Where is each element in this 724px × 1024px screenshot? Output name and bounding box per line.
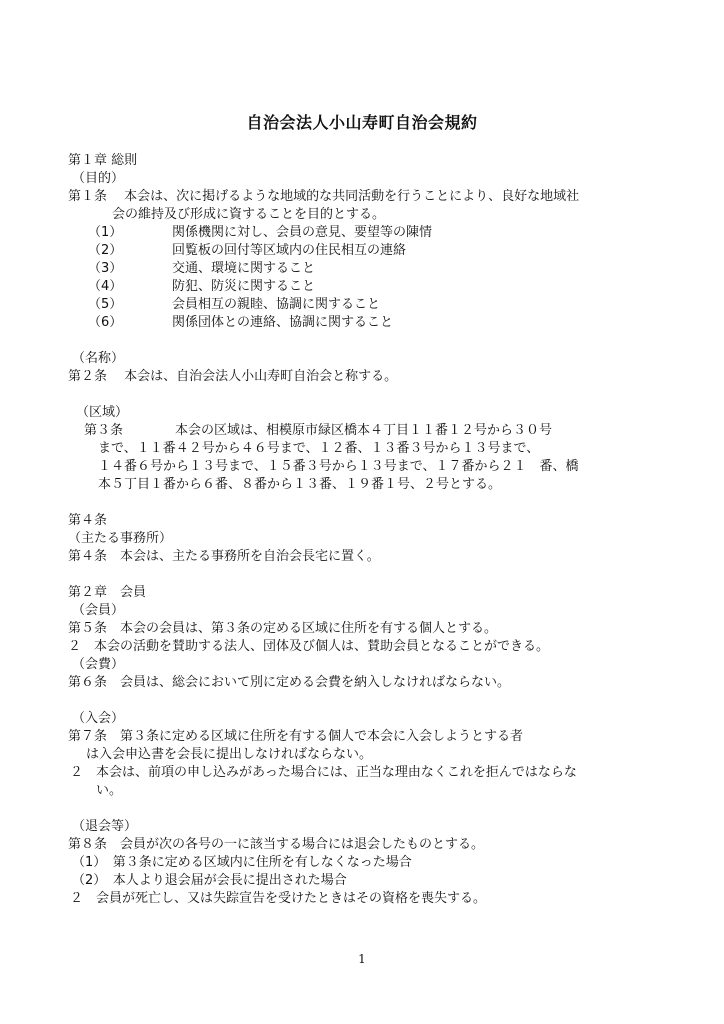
article-8-item-2: （2） 本人より退会届が会長に提出された場合 bbox=[72, 873, 347, 888]
item-text: 防犯、防災に関すること bbox=[172, 279, 316, 294]
article-4: 第４条 本会は、主たる事務所を自治会長宅に置く。 bbox=[68, 549, 380, 564]
item-text: 会員相互の親睦、協調に関すること bbox=[172, 297, 381, 312]
item-number: （5） bbox=[88, 297, 123, 312]
join-caption: （入会） bbox=[72, 711, 125, 726]
article-7-line-2: は入会申込書を会長に提出しなければならない。 bbox=[86, 747, 373, 762]
item-number: （6） bbox=[88, 315, 123, 330]
article-7-line-4: い。 bbox=[96, 783, 123, 798]
article-7-line-3: ２ 本会は、前項の申し込みがあった場合には、正当な理由なくこれを拒んではならな bbox=[70, 765, 577, 780]
article-8-line-2: ２ 会員が死亡し、又は失踪宣告を受けたときはその資格を喪失する。 bbox=[70, 891, 487, 906]
article-3-line-4: 本５丁目１番から６番、８番から１３番、１９番１号、２号とする。 bbox=[98, 477, 502, 492]
leave-caption: （退会等） bbox=[72, 819, 138, 834]
article-7-line-1: 第７条 第３条に定める区域に住所を有する個人で本会に入会しようとする者 bbox=[68, 729, 524, 744]
article-5-line-1: 第５条 本会の会員は、第３条の定める区域に住所を有する個人とする。 bbox=[68, 621, 498, 636]
item-text: 関係団体との連絡、協調に関すること bbox=[172, 315, 394, 330]
purpose-caption: （目的） bbox=[72, 171, 125, 186]
page-number: 1 bbox=[358, 952, 366, 966]
item-text: 関係機関に対し、会員の意見、要望等の陳情 bbox=[172, 225, 433, 240]
document-title: 自治会法人小山寿町自治会規約 bbox=[246, 113, 478, 132]
article-1-line-1: 第１条 本会は、次に掲げるような地域的な共同活動を行うことにより、良好な地域社 bbox=[68, 189, 580, 204]
item-text: 回覧板の回付等区域内の住民相互の連絡 bbox=[172, 243, 407, 258]
name-caption: （名称） bbox=[72, 351, 125, 366]
article-5-line-2: ２ 本会の活動を賛助する法人、団体及び個人は、賛助会員となることができる。 bbox=[68, 639, 550, 654]
article-2: 第２条 本会は、自治会法人小山寿町自治会と称する。 bbox=[68, 369, 398, 384]
chapter-2-heading: 第２章 会員 bbox=[68, 585, 147, 600]
fee-caption: （会費） bbox=[72, 657, 125, 672]
article-4-heading: 第４条 bbox=[68, 513, 108, 528]
article-3-line-3: １４番６号から１３号まで、１５番３号から１３号まで、１７番から２１ 番、橋 bbox=[98, 459, 579, 474]
article-8-item-1: （1） 第３条に定める区域内に住所を有しなくなった場合 bbox=[72, 855, 412, 870]
member-caption: （会員） bbox=[72, 603, 125, 618]
article-3-line-2: まで、１１番４２号から４６号まで、１２番、１３番３号から１３号まで、 bbox=[98, 441, 540, 456]
article-6: 第６条 会員は、総会において別に定める会費を納入しなければならない。 bbox=[68, 675, 511, 690]
article-8-line-1: 第８条 会員が次の各号の一に該当する場合には退会したものとする。 bbox=[68, 837, 485, 852]
article-3-line-1: 第３条 本会の区域は、相模原市緑区橋本４丁目１１番１２号から３０号 bbox=[84, 423, 553, 438]
item-number: （2） bbox=[88, 243, 123, 258]
item-number: （1） bbox=[88, 225, 123, 240]
chapter-1-heading: 第１章 総則 bbox=[68, 153, 138, 168]
article-1-line-2: 会の維持及び形成に資することを目的とする。 bbox=[112, 207, 386, 222]
item-number: （4） bbox=[88, 279, 123, 294]
item-text: 交通、環境に関すること bbox=[172, 261, 316, 276]
area-caption: （区域） bbox=[76, 405, 129, 420]
office-caption: （主たる事務所） bbox=[68, 531, 173, 546]
item-number: （3） bbox=[88, 261, 123, 276]
